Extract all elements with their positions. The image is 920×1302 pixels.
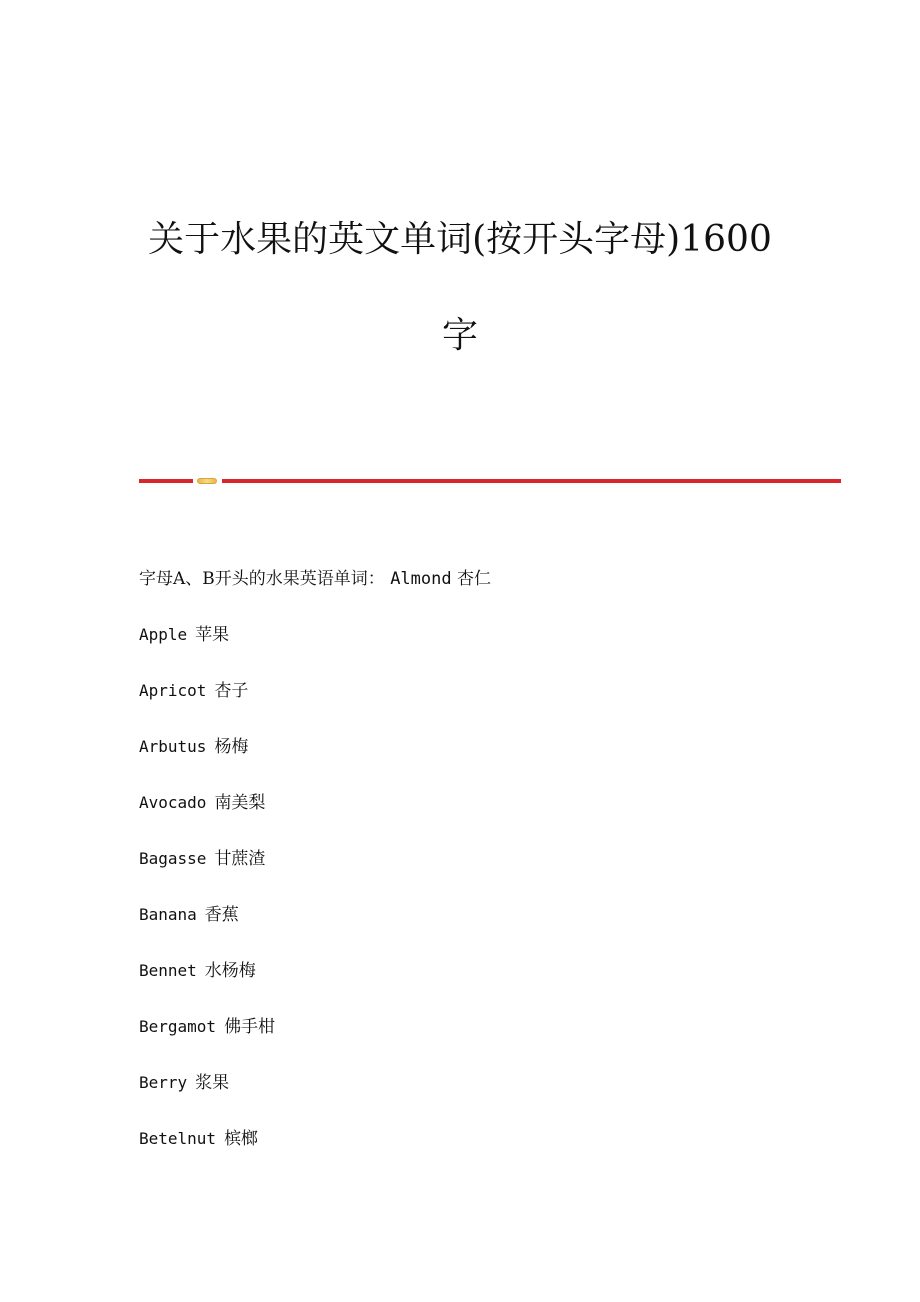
divider-bar-right [222,479,841,483]
word-chinese: 香蕉 [204,905,239,925]
word-chinese: 杨梅 [214,737,249,757]
word-english: Bergamot [139,1017,217,1036]
word-chinese: 佛手柑 [224,1017,276,1037]
word-chinese: 杏子 [214,681,249,701]
word-chinese: 浆果 [195,1073,230,1093]
list-item [139,1016,275,1072]
word-english: Berry [139,1073,188,1092]
document-title: 关于水果的英文单词(按开头字母)1600 [148,219,772,260]
list-item [139,792,275,848]
intro-first-word: Almond [390,569,452,589]
word-english: Banana [139,905,197,924]
list-item [139,624,275,680]
word-english: Bagasse [139,849,207,868]
title-divider [139,477,841,485]
word-chinese: 水杨梅 [204,961,256,981]
intro-first-meaning: 杏仁 [457,569,492,589]
divider-ornament-icon [197,478,217,484]
list-item [139,736,275,792]
list-item [139,680,275,736]
word-english: Apricot [139,681,207,700]
list-item [139,960,275,1016]
document-title-continuation: 字 [441,315,478,356]
list-item [139,848,275,904]
word-chinese: 南美梨 [214,793,266,813]
word-chinese: 甘蔗渣 [214,849,266,869]
list-item [139,904,275,960]
list-item [139,1072,275,1128]
word-english: Apple [139,625,188,644]
word-list [139,624,275,1184]
word-chinese: 苹果 [195,625,230,645]
word-english: Avocado [139,793,207,812]
word-english: Bennet [139,961,197,980]
word-english: Betelnut [139,1129,217,1148]
list-item [139,1128,275,1184]
word-chinese: 槟榔 [224,1129,259,1149]
intro-line [139,568,491,590]
word-english: Arbutus [139,737,207,756]
divider-bar-left [139,479,193,483]
intro-label: 字母A、B开头的水果英语单词： [139,569,385,589]
